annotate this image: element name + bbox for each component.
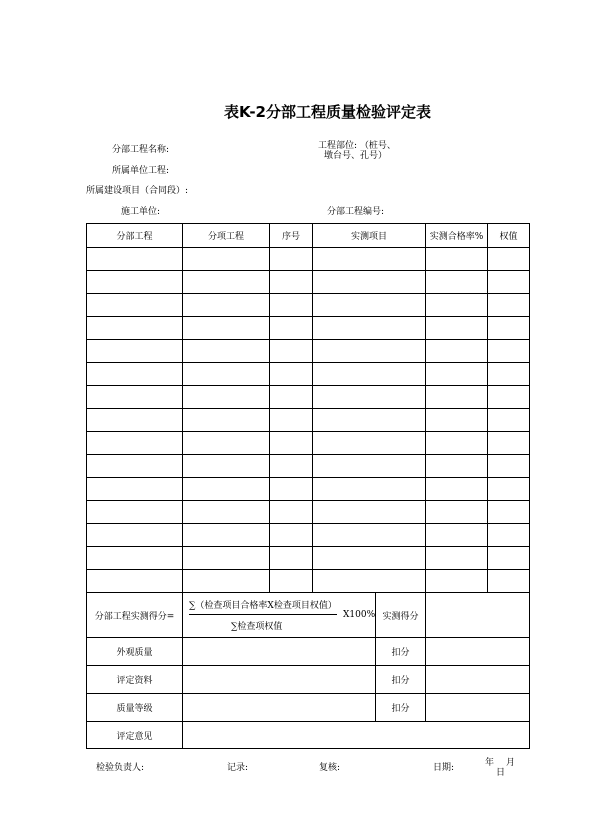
header-seq: 序号	[270, 224, 313, 248]
table-row	[87, 271, 530, 294]
table-cell[interactable]	[426, 409, 488, 432]
table-cell[interactable]	[183, 432, 270, 455]
appearance-label: 外观质量	[87, 638, 183, 666]
table-cell[interactable]	[488, 570, 530, 593]
table-cell[interactable]	[183, 570, 270, 593]
table-row	[87, 570, 530, 593]
grade-deduction-value[interactable]	[426, 694, 530, 722]
table-row	[87, 340, 530, 363]
table-cell[interactable]	[183, 501, 270, 524]
table-cell[interactable]	[426, 317, 488, 340]
measured-score-label: 实测得分	[376, 593, 426, 638]
grade-label: 质量等级	[87, 694, 183, 722]
table-cell[interactable]	[313, 409, 426, 432]
day-label: 日	[496, 768, 506, 778]
construction-project-label: 所属建设项目（合同段）:	[86, 186, 189, 196]
formula-numerator: ∑（检查项目合格率X检查项目权值）	[189, 601, 337, 611]
table-cell[interactable]	[270, 524, 313, 547]
table-cell[interactable]	[183, 363, 270, 386]
fraction-line	[189, 614, 337, 615]
table-cell[interactable]	[426, 501, 488, 524]
contractor-label: 施工单位:	[121, 207, 161, 217]
score-formula	[183, 593, 376, 638]
table-cell[interactable]	[426, 294, 488, 317]
table-cell[interactable]	[488, 271, 530, 294]
table-cell[interactable]	[426, 271, 488, 294]
header-sub-project: 分部工程	[87, 224, 183, 248]
table-cell[interactable]	[313, 363, 426, 386]
table-cell[interactable]	[183, 547, 270, 570]
sub-project-name-label: 分部工程名称:	[112, 145, 170, 155]
table-cell[interactable]	[183, 294, 270, 317]
table-row	[87, 501, 530, 524]
table-cell[interactable]	[270, 432, 313, 455]
table-cell[interactable]	[87, 386, 183, 409]
sub-project-no-label: 分部工程编号:	[327, 207, 385, 217]
table-cell[interactable]	[426, 386, 488, 409]
table-row	[87, 478, 530, 501]
header-item: 分项工程	[183, 224, 270, 248]
table-cell[interactable]	[488, 386, 530, 409]
inspector-label: 检验负责人:	[96, 763, 145, 773]
table-cell[interactable]	[313, 432, 426, 455]
docs-row	[87, 666, 530, 694]
table-cell[interactable]	[488, 317, 530, 340]
grade-deduction-label: 扣分	[376, 694, 426, 722]
table-cell[interactable]	[488, 524, 530, 547]
empty-rows	[87, 248, 530, 593]
table-cell[interactable]	[426, 455, 488, 478]
table-cell[interactable]	[426, 547, 488, 570]
table-cell[interactable]	[270, 570, 313, 593]
table-header-row	[87, 224, 530, 248]
table-cell[interactable]	[488, 340, 530, 363]
opinion-label: 评定意见	[87, 722, 183, 749]
appearance-deduction-value[interactable]	[426, 638, 530, 666]
table-cell[interactable]	[183, 271, 270, 294]
appearance-row	[87, 638, 530, 666]
docs-deduction-label: 扣分	[376, 666, 426, 694]
month-label: 月	[506, 758, 516, 768]
table-cell[interactable]	[87, 524, 183, 547]
table-cell[interactable]	[270, 248, 313, 271]
appearance-value[interactable]	[183, 638, 376, 666]
table-cell[interactable]	[183, 317, 270, 340]
table-cell[interactable]	[426, 478, 488, 501]
table-cell[interactable]	[488, 501, 530, 524]
docs-value[interactable]	[183, 666, 376, 694]
table-cell[interactable]	[183, 409, 270, 432]
table-cell[interactable]	[183, 340, 270, 363]
table-row	[87, 455, 530, 478]
header-pass-rate: 实测合格率%	[426, 224, 488, 248]
location-label-line2: 墩台号、孔号）	[324, 151, 388, 161]
table-row	[87, 363, 530, 386]
table-cell[interactable]	[313, 386, 426, 409]
table-cell[interactable]	[87, 547, 183, 570]
score-label: 分部工程实测得分=	[87, 593, 183, 638]
table-cell[interactable]	[270, 501, 313, 524]
header-weight: 权值	[488, 224, 530, 248]
table-cell[interactable]	[313, 455, 426, 478]
table-cell[interactable]	[87, 294, 183, 317]
unit-project-label: 所属单位工程:	[112, 166, 170, 176]
table-cell[interactable]	[270, 294, 313, 317]
table-cell[interactable]	[183, 248, 270, 271]
table-cell[interactable]	[183, 524, 270, 547]
table-row	[87, 294, 530, 317]
table-cell[interactable]	[87, 570, 183, 593]
table-cell[interactable]	[426, 363, 488, 386]
grade-row	[87, 694, 530, 722]
table-row	[87, 248, 530, 271]
table-cell[interactable]	[426, 524, 488, 547]
table-cell[interactable]	[426, 570, 488, 593]
table-row	[87, 409, 530, 432]
table-cell[interactable]	[87, 248, 183, 271]
date-label: 日期:	[433, 763, 455, 773]
table-cell[interactable]	[488, 432, 530, 455]
table-cell[interactable]	[87, 363, 183, 386]
formula-denominator: ∑检查项权值	[231, 622, 283, 632]
table-cell[interactable]	[183, 455, 270, 478]
year-label: 年	[485, 758, 495, 768]
table-cell[interactable]	[488, 409, 530, 432]
table-cell[interactable]	[87, 409, 183, 432]
table-cell[interactable]	[270, 478, 313, 501]
table-row	[87, 547, 530, 570]
table-cell[interactable]	[313, 340, 426, 363]
table-cell[interactable]	[270, 363, 313, 386]
table-cell[interactable]	[426, 340, 488, 363]
table-cell[interactable]	[488, 547, 530, 570]
table-cell[interactable]	[426, 248, 488, 271]
table-cell[interactable]	[313, 478, 426, 501]
table-cell[interactable]	[87, 501, 183, 524]
table-cell[interactable]	[270, 271, 313, 294]
appearance-deduction-label: 扣分	[376, 638, 426, 666]
table-cell[interactable]	[313, 547, 426, 570]
table-row	[87, 317, 530, 340]
formula-multiplier: X100%	[343, 610, 376, 620]
header-measured-item: 实测项目	[313, 224, 426, 248]
table-row	[87, 524, 530, 547]
page-title: 表K-2分部工程质量检验评定表	[224, 103, 431, 121]
opinion-value[interactable]	[183, 722, 530, 749]
table-cell[interactable]	[183, 386, 270, 409]
table-cell[interactable]	[87, 317, 183, 340]
table-cell[interactable]	[313, 317, 426, 340]
grade-value[interactable]	[183, 694, 376, 722]
table-row	[87, 386, 530, 409]
table-cell[interactable]	[488, 455, 530, 478]
table-cell[interactable]	[183, 478, 270, 501]
table-cell[interactable]	[270, 317, 313, 340]
table-cell[interactable]	[488, 478, 530, 501]
opinion-row	[87, 722, 530, 749]
table-cell[interactable]	[488, 294, 530, 317]
table-cell[interactable]	[87, 271, 183, 294]
table-cell[interactable]	[488, 363, 530, 386]
table-cell[interactable]	[313, 524, 426, 547]
table-row	[87, 432, 530, 455]
table-cell[interactable]	[87, 340, 183, 363]
table-cell[interactable]	[270, 547, 313, 570]
table-cell[interactable]	[313, 271, 426, 294]
recorder-label: 记录:	[227, 763, 249, 773]
table-cell[interactable]	[313, 294, 426, 317]
table-cell[interactable]	[313, 248, 426, 271]
table-cell[interactable]	[87, 455, 183, 478]
measured-score-value[interactable]	[426, 593, 530, 638]
table-cell[interactable]	[426, 432, 488, 455]
evaluation-table	[86, 223, 530, 749]
table-cell[interactable]	[270, 409, 313, 432]
table-cell[interactable]	[313, 570, 426, 593]
docs-deduction-value[interactable]	[426, 666, 530, 694]
table-cell[interactable]	[488, 248, 530, 271]
table-cell[interactable]	[270, 340, 313, 363]
location-label-line1: 工程部位: （桩号、	[318, 141, 396, 151]
reviewer-label: 复核:	[319, 763, 341, 773]
table-cell[interactable]	[313, 501, 426, 524]
score-row	[87, 593, 530, 638]
table-cell[interactable]	[87, 432, 183, 455]
table-cell[interactable]	[270, 455, 313, 478]
table-cell[interactable]	[87, 478, 183, 501]
docs-label: 评定资料	[87, 666, 183, 694]
table-cell[interactable]	[270, 386, 313, 409]
